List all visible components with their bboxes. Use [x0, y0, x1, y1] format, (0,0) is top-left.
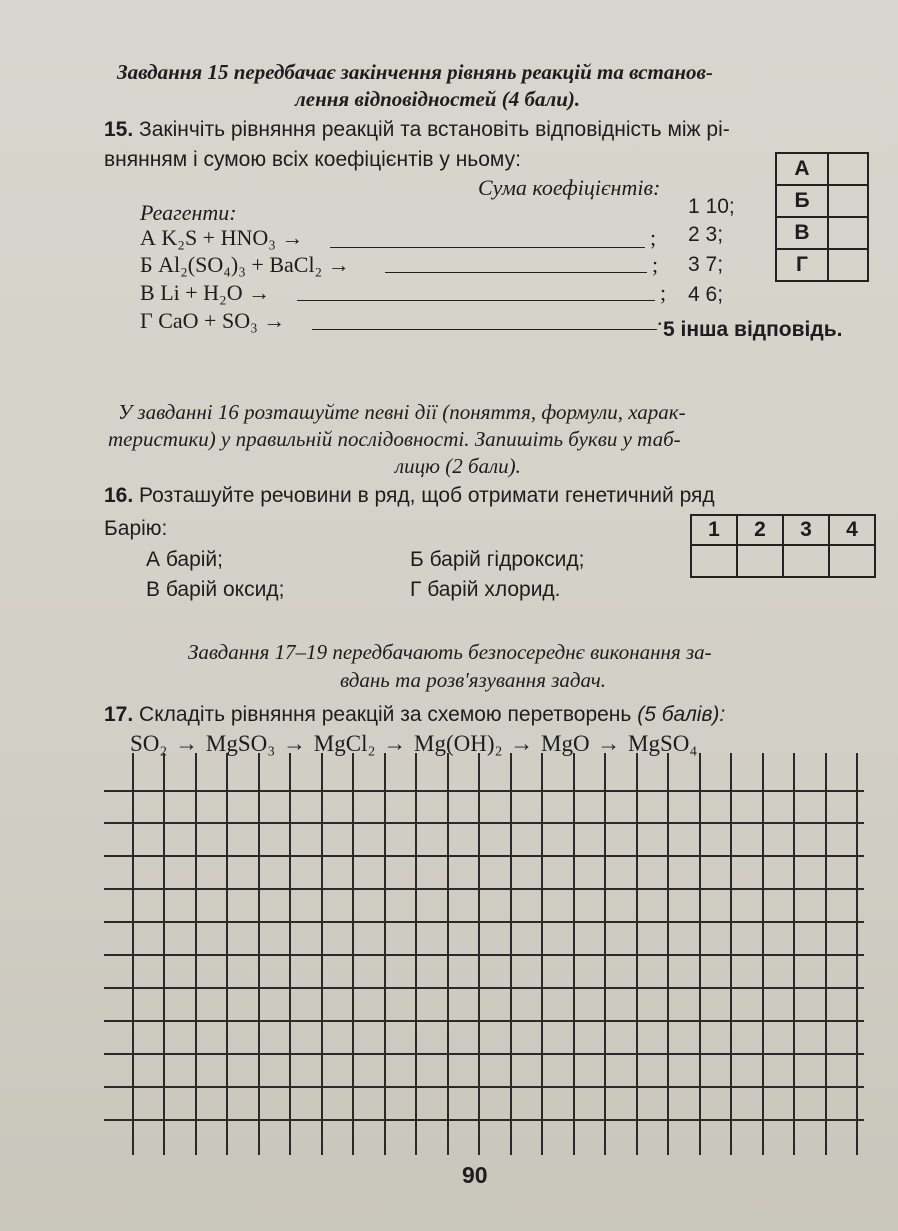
- grid-line: [104, 1086, 864, 1088]
- reaction-b: [140, 252, 350, 278]
- grid-line: [104, 1020, 864, 1022]
- intro-15-line2: лення відповідностей (4 бали).: [295, 87, 581, 111]
- grid-line: [104, 987, 864, 989]
- task-15-text: Закінчіть рівняння реакцій та встановіть відповідність між рі-: [139, 118, 730, 141]
- task-16-text: Розташуйте речовини в ряд, щоб отримати генетичний ряд: [139, 484, 715, 507]
- grid-line: [384, 753, 386, 1155]
- answer-cell[interactable]: [737, 545, 783, 577]
- task-17-number: 17.: [104, 703, 134, 726]
- answer-row-label: Г: [776, 249, 828, 281]
- task-17-points: (5 балів):: [637, 703, 726, 726]
- task-16-item-b: Б барій гідроксид;: [410, 548, 585, 571]
- grid-line: [510, 753, 512, 1155]
- task-16-item-a: А барій;: [146, 548, 223, 571]
- sums-label: Сума коефіцієнтів:: [478, 175, 661, 200]
- reaction-b-end: ;: [652, 252, 659, 277]
- grid-line: [104, 1053, 864, 1055]
- task-15-number: 15.: [104, 118, 134, 141]
- answer-line-a[interactable]: [330, 247, 645, 248]
- task-16-text-line1: [104, 484, 715, 508]
- reaction-lhs: Li + H₂O →: [160, 280, 271, 305]
- intro-17-line1: Завдання 17–19 передбачають безпосереднє виконання за-: [188, 640, 712, 664]
- grid-line: [321, 753, 323, 1155]
- grid-line: [195, 753, 197, 1155]
- grid-line: [104, 954, 864, 956]
- grid-line: [478, 753, 480, 1155]
- answer-cell[interactable]: [829, 545, 875, 577]
- grid-line: [825, 753, 827, 1155]
- grid-line: [258, 753, 260, 1155]
- reaction-lhs: Al₂(SO₄)₃ + BaCl₂ →: [158, 252, 350, 277]
- answer-row-label: Б: [776, 185, 828, 217]
- task-17-scheme: SO₂ → MgSO₃ → MgCl₂ → Mg(OH)₂ → MgO → MgSO₄: [130, 731, 698, 756]
- option-3: 3 7;: [688, 253, 724, 276]
- reaction-a: [140, 225, 303, 251]
- answer-table-15: [775, 152, 869, 282]
- table-header: 4: [829, 515, 875, 545]
- grid-line: [636, 753, 638, 1155]
- answer-row-label: А: [776, 153, 828, 185]
- reaction-letter: Г: [140, 308, 153, 333]
- intro-16-line1: У завданні 16 розташуйте певні дії (поняття, формули, харак-: [118, 400, 686, 424]
- answer-cell[interactable]: [783, 545, 829, 577]
- answer-cell[interactable]: [828, 249, 868, 281]
- answer-cell[interactable]: [828, 153, 868, 185]
- grid-line: [104, 888, 864, 890]
- task-16-item-g: Г барій хлорид.: [410, 578, 561, 601]
- grid-line: [573, 753, 575, 1155]
- option-5: 5 інша відповідь.: [663, 318, 843, 341]
- grid-line: [730, 753, 732, 1155]
- grid-line: [132, 753, 134, 1155]
- answer-cell[interactable]: [828, 185, 868, 217]
- reagents-label: Реагенти:: [140, 200, 237, 225]
- intro-17-line2: вдань та розв'язування задач.: [340, 668, 607, 692]
- task-16-item-v: В барій оксид;: [146, 578, 285, 601]
- grid-line: [415, 753, 417, 1155]
- reaction-lhs: K₂S + HNO₃ →: [161, 225, 304, 250]
- grid-line: [104, 822, 864, 824]
- reaction-lhs: CaO + SO₃ →: [158, 308, 286, 333]
- page-number: 90: [462, 1162, 488, 1188]
- reaction-letter: Б: [140, 252, 153, 277]
- answer-table-16: [690, 514, 876, 578]
- grid-line: [104, 790, 864, 792]
- intro-15-line1: Завдання 15 передбачає закінчення рівнянь реакцій та встанов-: [117, 60, 713, 84]
- grid-line: [541, 753, 543, 1155]
- task-16-text-line2: Барію:: [104, 517, 168, 540]
- intro-16-line3: лицю (2 бали).: [395, 454, 521, 478]
- grid-line: [163, 753, 165, 1155]
- table-header: 1: [691, 515, 737, 545]
- grid-line: [699, 753, 701, 1155]
- option-2: 2 3;: [688, 223, 724, 246]
- task-15-text-line2: внянням і сумою всіх коефіцієнтів у ньому:: [104, 148, 521, 171]
- reaction-v: [140, 280, 270, 306]
- grid-line: [352, 753, 354, 1155]
- grid-line: [104, 1119, 864, 1121]
- reaction-letter: В: [140, 280, 155, 305]
- intro-16-line2: теристики) у правильній послідовності. Запишіть букви у таб-: [108, 427, 681, 451]
- task-15-text-line1: [104, 118, 730, 142]
- task-17-instruction: Складіть рівняння реакцій за схемою перетворень: [139, 703, 632, 726]
- task-17-text: [104, 703, 725, 727]
- answer-line-g[interactable]: [312, 329, 657, 330]
- grid-line: [289, 753, 291, 1155]
- reaction-g: [140, 308, 285, 334]
- option-4: 4 6;: [688, 283, 724, 306]
- grid-line: [793, 753, 795, 1155]
- grid-line: [226, 753, 228, 1155]
- answer-line-v[interactable]: [297, 300, 655, 301]
- grid-line: [667, 753, 669, 1155]
- grid-line: [104, 855, 864, 857]
- answer-row-label: В: [776, 217, 828, 249]
- reaction-g-end: .: [657, 305, 663, 330]
- table-header: 3: [783, 515, 829, 545]
- grid-line: [604, 753, 606, 1155]
- reaction-v-end: ;: [660, 280, 667, 305]
- grid-line: [104, 921, 864, 923]
- task-16-number: 16.: [104, 484, 134, 507]
- answer-cell[interactable]: [691, 545, 737, 577]
- grid-line: [856, 753, 858, 1155]
- option-1: 1 10;: [688, 195, 735, 218]
- reaction-a-end: ;: [650, 225, 657, 250]
- answer-line-b[interactable]: [385, 272, 647, 273]
- answer-cell[interactable]: [828, 217, 868, 249]
- reaction-letter: А: [140, 225, 156, 250]
- grid-line: [447, 753, 449, 1155]
- grid-line: [762, 753, 764, 1155]
- table-header: 2: [737, 515, 783, 545]
